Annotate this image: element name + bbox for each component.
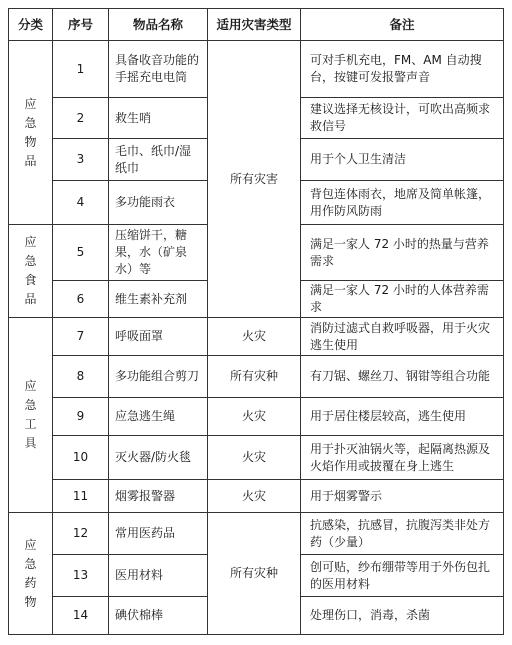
- hazard-type: 所有灾种: [208, 356, 301, 398]
- item-name: 维生素补充剂: [109, 281, 208, 318]
- item-name: 多功能雨衣: [109, 181, 208, 225]
- item-note: 满足一家人 72 小时的热量与营养需求: [301, 225, 504, 281]
- header-item-name: 物品名称: [109, 9, 208, 41]
- hazard-type: 所有灾种: [208, 513, 301, 635]
- item-name: 常用医药品: [109, 513, 208, 555]
- hazard-type: 火灾: [208, 436, 301, 480]
- header-number: 序号: [53, 9, 109, 41]
- category-cell: [9, 225, 53, 318]
- row-number: 1: [53, 41, 109, 98]
- item-name: 具备收音功能的手摇充电电筒: [109, 41, 208, 98]
- table-row: [9, 356, 504, 398]
- row-number: 7: [53, 318, 109, 356]
- item-name: 医用材料: [109, 555, 208, 597]
- category-cell: [9, 318, 53, 513]
- table-row: [9, 398, 504, 436]
- item-note: 创可贴，纱布绷带等用于外伤包扎的医用材料: [301, 555, 504, 597]
- row-number: 5: [53, 225, 109, 281]
- item-note: 建议选择无核设计，可吹出高频求救信号: [301, 98, 504, 139]
- hazard-type: 所有灾害: [208, 41, 301, 318]
- table-row: [9, 480, 504, 513]
- item-name: 呼吸面罩: [109, 318, 208, 356]
- item-note: 消防过滤式自救呼吸器，用于火灾逃生使用: [301, 318, 504, 356]
- header-hazard-type: 适用灾害类型: [208, 9, 301, 41]
- row-number: 11: [53, 480, 109, 513]
- item-name: 烟雾报警器: [109, 480, 208, 513]
- item-note: 处理伤口，消毒，杀菌: [301, 597, 504, 635]
- item-note: 背包连体雨衣，地席及简单帐篷，用作防风防雨: [301, 181, 504, 225]
- hazard-type: 火灾: [208, 398, 301, 436]
- row-number: 10: [53, 436, 109, 480]
- item-name: 灭火器/防火毯: [109, 436, 208, 480]
- header-notes: 备注: [301, 9, 504, 41]
- hazard-type: 火灾: [208, 318, 301, 356]
- row-number: 3: [53, 139, 109, 181]
- category-label: 应急物品: [24, 96, 37, 168]
- item-note: 用于烟雾警示: [301, 480, 504, 513]
- table-row: [9, 41, 504, 98]
- supplies-table-container: [8, 8, 503, 638]
- row-number: 13: [53, 555, 109, 597]
- row-number: 12: [53, 513, 109, 555]
- item-name: 应急逃生绳: [109, 398, 208, 436]
- item-note: 用于个人卫生清洁: [301, 139, 504, 181]
- table-row: [9, 436, 504, 480]
- item-name: 救生哨: [109, 98, 208, 139]
- row-number: 6: [53, 281, 109, 318]
- item-note: 抗感染，抗感冒，抗腹泻类非处方药（少量）: [301, 513, 504, 555]
- category-cell: [9, 513, 53, 635]
- category-cell: [9, 41, 53, 225]
- item-note: 用于扑灭油锅火等，起隔离热源及火焰作用或披覆在身上逃生: [301, 436, 504, 480]
- item-name: 毛巾、纸巾/湿纸巾: [109, 139, 208, 181]
- category-label: 应急药物: [24, 537, 37, 609]
- item-note: 有刀锯、螺丝刀、钢钳等组合功能: [301, 356, 504, 398]
- item-note: 用于居住楼层较高，逃生使用: [301, 398, 504, 436]
- category-label: 应急食品: [24, 235, 37, 306]
- item-note: 可对手机充电，FM、AM 自动搜台，按键可发报警声音: [301, 41, 504, 98]
- row-number: 2: [53, 98, 109, 139]
- row-number: 14: [53, 597, 109, 635]
- header-category: 分类: [9, 9, 53, 41]
- emergency-supplies-table: [8, 8, 504, 635]
- item-name: 碘伏棉棒: [109, 597, 208, 635]
- table-row: [9, 513, 504, 555]
- item-note: 满足一家人 72 小时的人体营养需求: [301, 281, 504, 318]
- row-number: 8: [53, 356, 109, 398]
- hazard-type: 火灾: [208, 480, 301, 513]
- item-name: 压缩饼干，糖果，水（矿泉水）等: [109, 225, 208, 281]
- category-label: 应急工具: [24, 379, 37, 450]
- row-number: 9: [53, 398, 109, 436]
- header-row: [9, 9, 504, 41]
- item-name: 多功能组合剪刀: [109, 356, 208, 398]
- table-row: [9, 318, 504, 356]
- row-number: 4: [53, 181, 109, 225]
